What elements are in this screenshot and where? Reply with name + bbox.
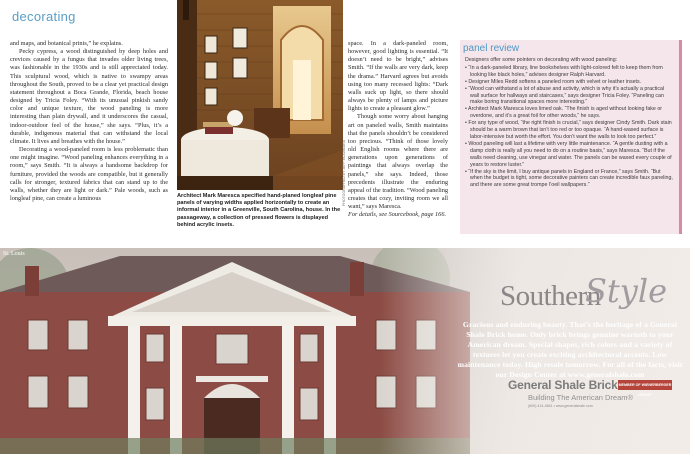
ad-headline-style: Style — [585, 272, 668, 310]
list-item: • Wood paneling will last a lifetime with very little maintenance. “A gentle dusting with a damp cloth is really all you need to do on a routine basis,” says Maresca. “But if the walls need cleaning, use vinegar and water. The panels can be waxed every couple of years to restore luster.” — [465, 141, 674, 169]
ad-headline-southern: Southern — [500, 280, 601, 312]
ad-body-copy: Gracious and enduring beauty. That’s the heritage of a General Shale Brick home. Only brick brings genuine warmth to your American dream. Special shapes, rich colors and a variety of textures let you create exciting architectural accents. Low maintenance today. High resale tomorrow. For all of the facts, visit our Design Center at www.generalshale.com — [457, 320, 683, 380]
panel-review-sidebar — [460, 40, 682, 234]
wienerberger-badge: MEMBER OF WIENERBERGER GROUP — [618, 380, 672, 390]
ad-location-label: St. Louis — [3, 251, 25, 257]
list-item: • “Wood can withstand a lot of abuse and activity, which is why it’s actually a practical wall surface for hallways and staircases,” says designer Tricia Foley. “Paneling can make boring transitional spaces more interesting.” — [465, 86, 674, 107]
general-shale-logo: General Shale Brick — [508, 378, 618, 392]
sourcebook-note: For details, see Sourcebook, page 166. — [348, 211, 447, 219]
paragraph: Pecky cypress, a wood distinguished by deep holes and crevices caused by a fungus that invades older living trees, was fashionable in the 1930s and is still appreciated today. This sculptural wood, which is native to swampy areas throughout the South, proved to be a clear yet practical design statement throughout a Boca Grande, Florida, beach house designed by Tricia Foley. “With its unusual pinkish sandy color and unique texture, the wood paneling is more interesting than plain drywall, and it underscores the casual, indoor-outdoor feel of the house,” she says. “Plus, it’s a durable, indigenous material that can withstand the local climate. It lives and breathes with the house.” — [10, 48, 168, 145]
list-item: • “If the sky is the limit, I buy antique panels in England or France,” says Smith. “But when the budget is tight, some decorative painters can create incredible faux paneling, and there are some great trompe l’oeil wallpapers.” — [465, 169, 674, 190]
section-label: decorating — [12, 9, 76, 24]
article-column-middle — [348, 40, 448, 235]
ad-contact: (800) 414-4661 • www.generalshale.com — [528, 404, 593, 408]
article-column-left — [10, 40, 168, 228]
list-item: • For any type of wood, “the right finish is crucial,” says designer Cindy Smith. Dark stain should be a warm brown that isn’t too red or too opaque. “A hand-waxed surface is labor-intensive but worth the effort. You don’t want the walls to look too perfect.” — [465, 120, 674, 141]
list-item: • “In a dark-paneled library, line bookshelves with light-colored felt to keep them from looking like black holes,” advises designer Ralph Harvard. — [465, 65, 674, 79]
paragraph: Though some worry about hanging art on paneled walls, Smith maintains that the panels shouldn’t be considered too precious. “Think of those lovely old English rooms where there are generations upon generations of paintings that always overlap the panels,” she says. Indeed, those precedents illustrate the enduring appeal of the tradition. “Wood paneling creates that cozy, inviting room we all want,” says Maresca. — [348, 113, 448, 211]
panel-title: panel review — [463, 43, 520, 54]
list-item: • Designer Miles Redd softens a paneled room with velvet or leather insets. — [465, 79, 674, 86]
paragraph: Decorating a wood-paneled room is less problematic than one might imagine. “Wood paneling enhances everything in a room,” says Smith. “It is always a handsome backdrop for furniture, provided the woods are compatible, but it generally calls for stronger, textured fabrics that can stand up to the walls, whether they are light or dark.” Pale woods, such as longleaf pine, can create a luminous — [10, 146, 168, 202]
ad-tagline: Building The American Dream® — [528, 393, 634, 402]
interior-photo — [177, 0, 343, 190]
paragraph: and maps, and botanical prints,” he explains. — [10, 40, 123, 47]
photo-credit: PHOTOGRAPHED BY JEFF MCNAMARA — [342, 140, 346, 206]
interior-illustration — [177, 0, 343, 190]
photo-caption: Architect Mark Maresca specified hand-planed longleaf pine panels of varying widths applied horizontally to create an informal interior in a Greenville, South Carolina, house. In the passageway, a collection of pressed flowers is displayed behind acrylic insets. — [177, 193, 341, 228]
panel-tips-list — [465, 65, 674, 189]
paragraph: space. In a dark-paneled room, however, good lighting is essential. “It doesn’t need to be bright,” advises Smith. “If the walls are very dark, keep the drama.” Harvard agrees but avoids using too many recessed lights: “Dark walls suck up light, so there should always be plenty of lamps and picture lights to create a pleasant glow.” — [348, 40, 448, 113]
list-item: • Architect Mark Maresca loves limed oak. “The finish is aged without looking fake or overdone, and it’s a great foil for other woods,” he says. — [465, 106, 674, 120]
panel-intro: Designers offer some pointers on decorating with wood paneling: — [465, 57, 618, 63]
